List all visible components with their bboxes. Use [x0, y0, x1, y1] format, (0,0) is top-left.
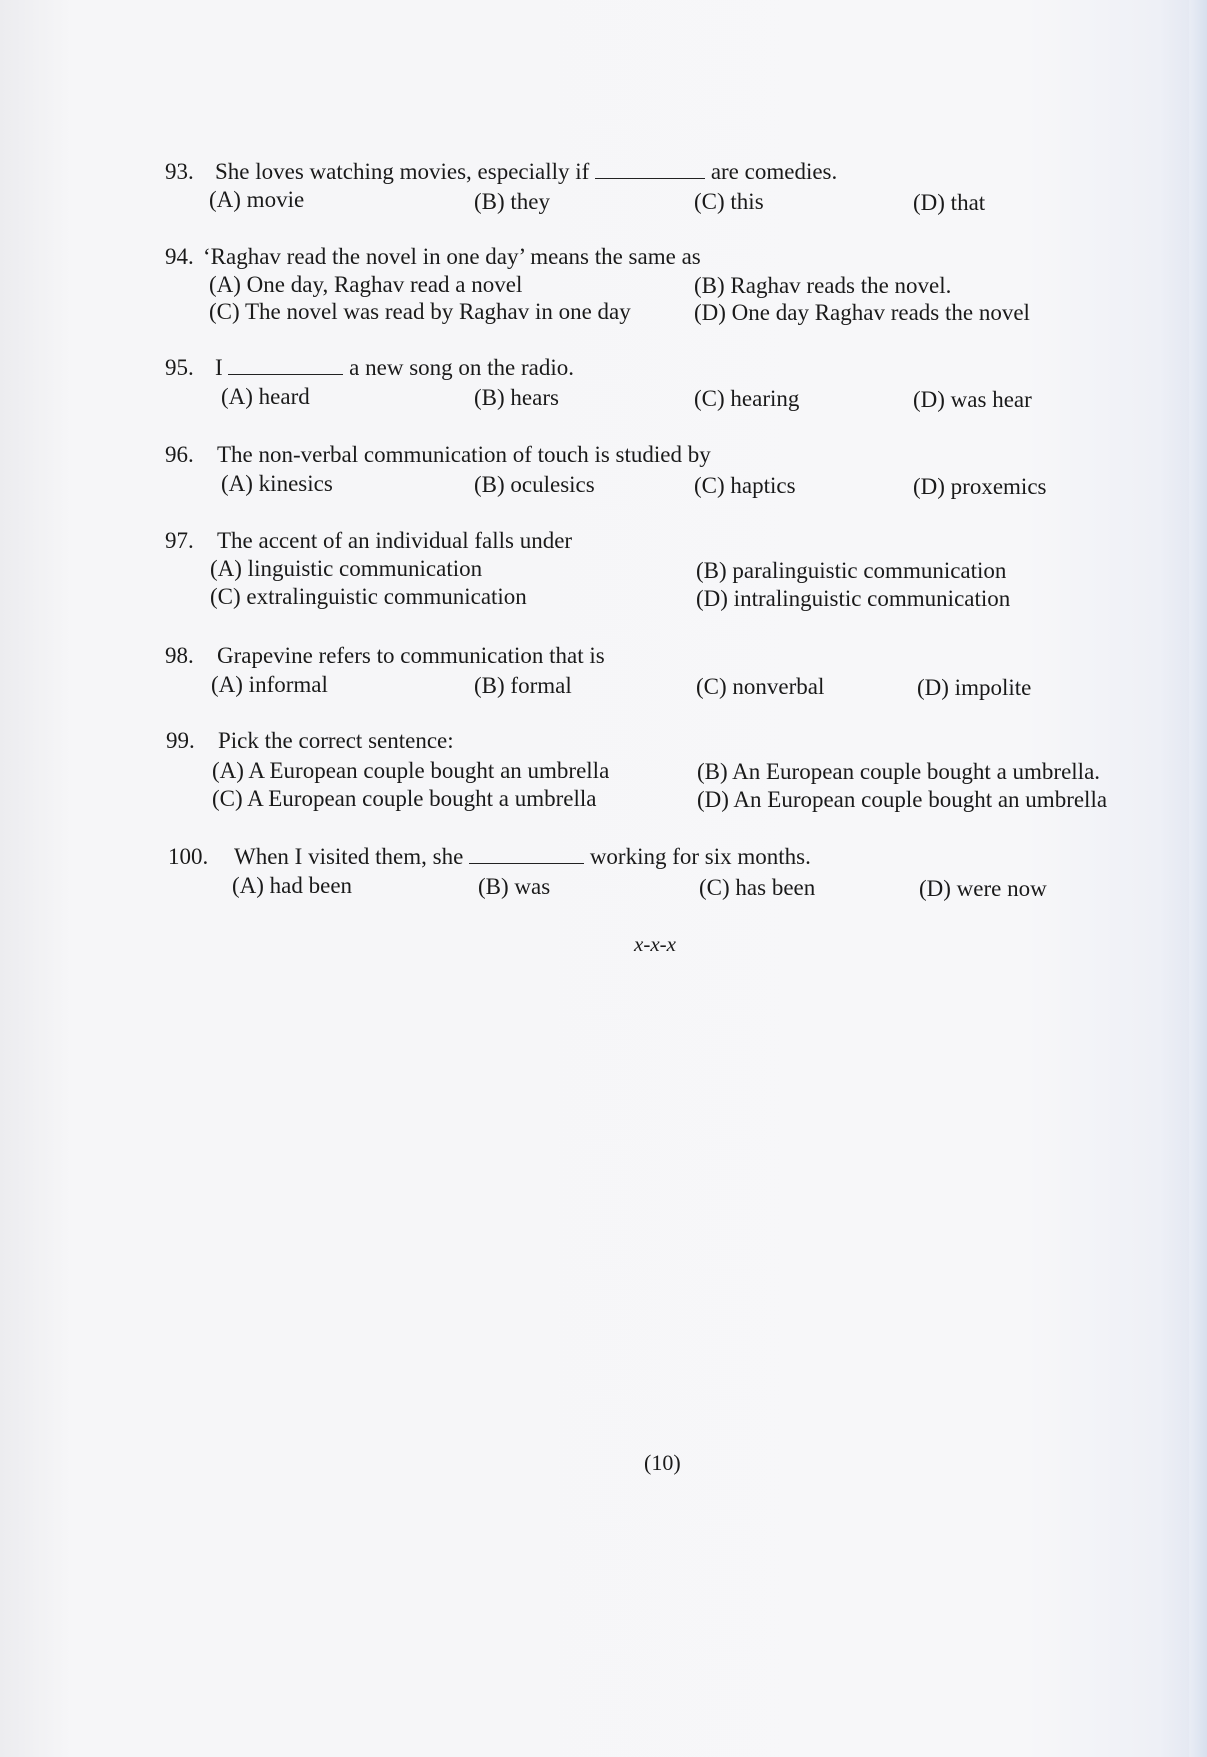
option-a: (A) A European couple bought an umbrella [212, 758, 610, 783]
option-b: (B) they [474, 189, 551, 214]
option-a: (A) One day, Raghav read a novel [209, 272, 523, 297]
option-d: (D) impolite [917, 675, 1032, 700]
stem-part-before: She loves watching movies, especially if [215, 159, 590, 184]
question-number: 95. [165, 355, 194, 380]
question-stem [234, 843, 811, 871]
stem-part-after: are comedies. [710, 159, 838, 184]
question-number: 100. [168, 844, 209, 869]
question-stem: Grapevine refers to communication that is [217, 643, 605, 668]
stem-part-before: When I visited them, she [234, 844, 464, 869]
question-number: 98. [165, 643, 194, 668]
question-stem: Pick the correct sentence: [218, 728, 454, 753]
option-d: (D) proxemics [913, 474, 1047, 499]
option-a: (A) movie [209, 187, 305, 212]
option-d: (D) An European couple bought an umbrella [697, 787, 1108, 812]
question-stem [215, 158, 837, 186]
option-d: (D) intralinguistic communication [696, 586, 1011, 611]
question-stem: The non-verbal communication of touch is studied by [217, 442, 711, 467]
stem-part-before: I [215, 355, 223, 380]
option-b: (B) Raghav reads the novel. [694, 273, 952, 298]
answer-blank [469, 843, 584, 864]
option-d: (D) was hear [913, 387, 1032, 412]
option-b: (B) hears [474, 385, 559, 410]
option-a: (A) had been [232, 873, 353, 898]
question-number: 97. [165, 528, 194, 553]
option-c: (C) haptics [694, 473, 796, 498]
option-c: (C) extralinguistic communication [210, 584, 527, 609]
option-c: (C) hearing [694, 386, 800, 411]
option-b: (B) paralinguistic communication [696, 558, 1007, 583]
question-stem: The accent of an individual falls under [217, 528, 573, 553]
option-a: (A) linguistic communication [210, 556, 483, 581]
option-b: (B) An European couple bought a umbrella. [697, 759, 1101, 784]
answer-blank [595, 158, 705, 179]
option-d: (D) that [913, 190, 986, 215]
page-edge [1189, 0, 1207, 1757]
answer-blank [228, 354, 343, 375]
stem-part-after: a new song on the radio. [349, 355, 575, 380]
question-stem: ‘Raghav read the novel in one day’ means the same as [203, 244, 701, 269]
option-c: (C) The novel was read by Raghav in one day [209, 299, 631, 324]
option-c: (C) this [694, 189, 764, 214]
option-d: (D) One day Raghav reads the novel [694, 300, 1030, 325]
option-a: (A) kinesics [221, 471, 333, 496]
end-of-section-mark: x-x-x [634, 932, 676, 956]
option-b: (B) oculesics [474, 472, 595, 497]
option-c: (C) A European couple bought a umbrella [212, 786, 597, 811]
option-b: (B) was [478, 874, 551, 899]
question-number: 99. [166, 728, 195, 753]
question-stem [215, 354, 574, 382]
option-d: (D) were now [919, 876, 1047, 901]
option-b: (B) formal [474, 673, 572, 698]
stem-part-after: working for six months. [589, 844, 811, 869]
question-number: 96. [165, 442, 194, 467]
option-c: (C) nonverbal [696, 674, 825, 699]
page-number: (10) [644, 1450, 681, 1475]
question-number: 93. [165, 159, 194, 184]
option-a: (A) heard [221, 384, 310, 409]
question-number: 94. [165, 244, 194, 269]
option-c: (C) has been [699, 875, 816, 900]
option-a: (A) informal [211, 672, 328, 697]
